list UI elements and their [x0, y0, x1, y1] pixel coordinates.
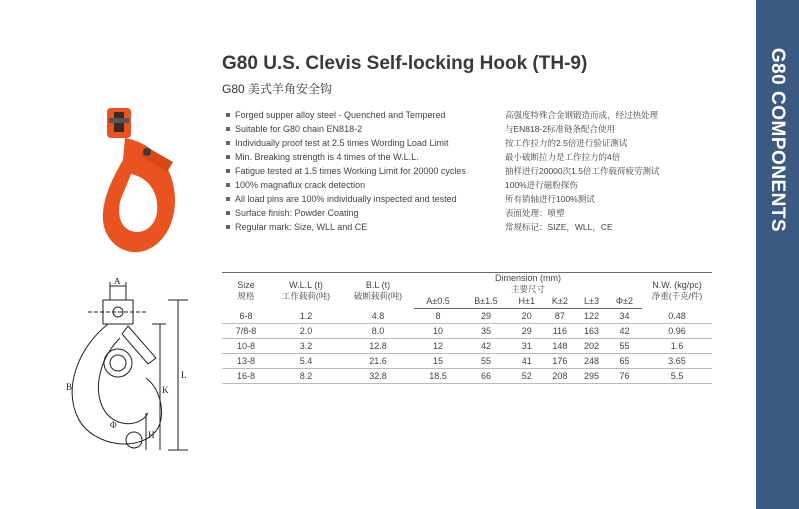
feature-item [226, 192, 501, 206]
feature-text: Individually proof test at 2.5 times Wording Load Limit [235, 138, 449, 148]
cell-b: 55 [462, 354, 510, 369]
bullet-icon [226, 211, 230, 215]
cell-nw: 1.6 [642, 339, 712, 354]
bullet-icon [226, 141, 230, 145]
page-subtitle: G80 美式羊角安全钩 [222, 82, 333, 96]
table-row [222, 309, 712, 324]
feature-item [226, 206, 501, 220]
cell-size: 7/8-8 [222, 324, 270, 339]
header-b: B±1.5 [462, 295, 510, 309]
cell-h: 31 [510, 339, 544, 354]
cell-wll: 3.2 [270, 339, 342, 354]
feature-cn-item: 与EN818-2标准链条配合使用 [505, 124, 616, 134]
feature-text: Surface finish: Powder Coating [235, 208, 359, 218]
features-list-en [226, 108, 501, 234]
cell-l: 163 [576, 324, 607, 339]
feature-item [226, 122, 501, 136]
spec-table [222, 272, 712, 384]
header-phi: Φ±2 [607, 295, 642, 309]
cell-l: 122 [576, 309, 607, 324]
feature-cn-item: 常规标记：SIZE，WLL，CE [505, 222, 613, 232]
feature-cn-item: 表面处理：喷塑 [505, 208, 565, 218]
feature-text: Regular mark: Size, WLL and CE [235, 222, 368, 232]
drawing-label-a: A [114, 278, 121, 286]
cell-k: 87 [544, 309, 577, 324]
sidebar-label: G80 COMPONENTS [767, 47, 788, 233]
header-nw: N.W. (kg/pc) 净重(千克/件) [642, 273, 712, 309]
cell-bl: 8.0 [342, 324, 414, 339]
cell-b: 29 [462, 309, 510, 324]
features-list-cn [505, 108, 659, 234]
cell-size: 16-8 [222, 369, 270, 384]
feature-cn-item: 高强度特殊合金钢锻造而成，经过热处理 [505, 110, 659, 120]
cell-nw: 5.5 [642, 369, 712, 384]
header-wll: W.L.L (t) 工作载荷(吨) [270, 273, 342, 309]
feature-text: 100% magnaflux crack detection [235, 180, 366, 190]
feature-text: Min. Breaking strength is 4 times of the W.L.L. [235, 152, 419, 162]
cell-k: 116 [544, 324, 577, 339]
table-row [222, 354, 712, 369]
header-bl: B.L (t) 破断载荷(吨) [342, 273, 414, 309]
cell-l: 202 [576, 339, 607, 354]
hook-product-image [95, 102, 195, 262]
header-l: L±3 [576, 295, 607, 309]
table-row [222, 369, 712, 384]
cell-wll: 8.2 [270, 369, 342, 384]
page-title: G80 U.S. Clevis Self-locking Hook (TH-9) [222, 53, 588, 74]
cell-a: 8 [414, 309, 462, 324]
cell-b: 42 [462, 339, 510, 354]
feature-item [226, 136, 501, 150]
cell-a: 18.5 [414, 369, 462, 384]
feature-cn-item: 按工作拉力的2.5倍进行验证测试 [505, 138, 628, 148]
cell-k: 176 [544, 354, 577, 369]
hook-shape [103, 108, 175, 252]
feature-text: Forged supper alloy steel - Quenched and Tempered [235, 110, 446, 120]
cell-b: 35 [462, 324, 510, 339]
feature-item [226, 178, 501, 192]
cell-l: 295 [576, 369, 607, 384]
cell-l: 248 [576, 354, 607, 369]
bullet-icon [226, 225, 230, 229]
feature-item [226, 108, 501, 122]
cell-wll: 1.2 [270, 309, 342, 324]
bullet-icon [226, 127, 230, 131]
cell-nw: 0.48 [642, 309, 712, 324]
drawing-label-l: L [181, 370, 187, 380]
cell-b: 66 [462, 369, 510, 384]
cell-a: 15 [414, 354, 462, 369]
cell-phi: 34 [607, 309, 642, 324]
feature-text: All load pins are 100% individually inspected and tested [235, 194, 457, 204]
cell-wll: 2.0 [270, 324, 342, 339]
drawing-lines [72, 282, 188, 450]
feature-item [226, 164, 501, 178]
feature-cn-item: 抽样进行20000次1.5倍工作载荷疲劳测试 [505, 166, 660, 176]
header-a: A±0.5 [414, 295, 462, 309]
cell-bl: 32.8 [342, 369, 414, 384]
feature-item [226, 220, 501, 234]
drawing-label-phi: Φ [110, 420, 117, 430]
cell-size: 6-8 [222, 309, 270, 324]
header-k: K±2 [544, 295, 577, 309]
bullet-icon [226, 155, 230, 159]
bullet-icon [226, 169, 230, 173]
feature-cn-item: 所有销轴进行100%测试 [505, 194, 595, 204]
cell-nw: 3.65 [642, 354, 712, 369]
table-row [222, 324, 712, 339]
cell-phi: 65 [607, 354, 642, 369]
cell-bl: 4.8 [342, 309, 414, 324]
cell-phi: 55 [607, 339, 642, 354]
cell-bl: 12.8 [342, 339, 414, 354]
cell-h: 52 [510, 369, 544, 384]
cell-a: 10 [414, 324, 462, 339]
cell-nw: 0.96 [642, 324, 712, 339]
header-dimension: Dimension (mm) 主要尺寸 [414, 273, 642, 296]
cell-wll: 5.4 [270, 354, 342, 369]
table-row [222, 339, 712, 354]
cell-h: 20 [510, 309, 544, 324]
drawing-label-k: K [162, 385, 169, 395]
bullet-icon [226, 183, 230, 187]
feature-cn-item: 最小破断拉力是工作拉力的4倍 [505, 152, 621, 162]
cell-bl: 21.6 [342, 354, 414, 369]
feature-text: Fatigue tested at 1.5 times Working Limit for 20000 cycles [235, 166, 466, 176]
feature-item [226, 150, 501, 164]
header-size: Size 规格 [222, 273, 270, 309]
drawing-label-h: H [148, 430, 155, 440]
table-header-row [222, 273, 712, 296]
cell-h: 41 [510, 354, 544, 369]
cell-phi: 76 [607, 369, 642, 384]
hook-technical-drawing [48, 278, 208, 478]
header-h: H±1 [510, 295, 544, 309]
cell-h: 29 [510, 324, 544, 339]
cell-phi: 42 [607, 324, 642, 339]
cell-a: 12 [414, 339, 462, 354]
feature-cn-item: 100%进行磁粉探伤 [505, 180, 578, 190]
bullet-icon [226, 113, 230, 117]
cell-k: 208 [544, 369, 577, 384]
cell-size: 10-8 [222, 339, 270, 354]
drawing-label-b: B [66, 382, 73, 392]
feature-text: Suitable for G80 chain EN818-2 [235, 124, 363, 134]
bullet-icon [226, 197, 230, 201]
cell-size: 13-8 [222, 354, 270, 369]
cell-k: 148 [544, 339, 577, 354]
